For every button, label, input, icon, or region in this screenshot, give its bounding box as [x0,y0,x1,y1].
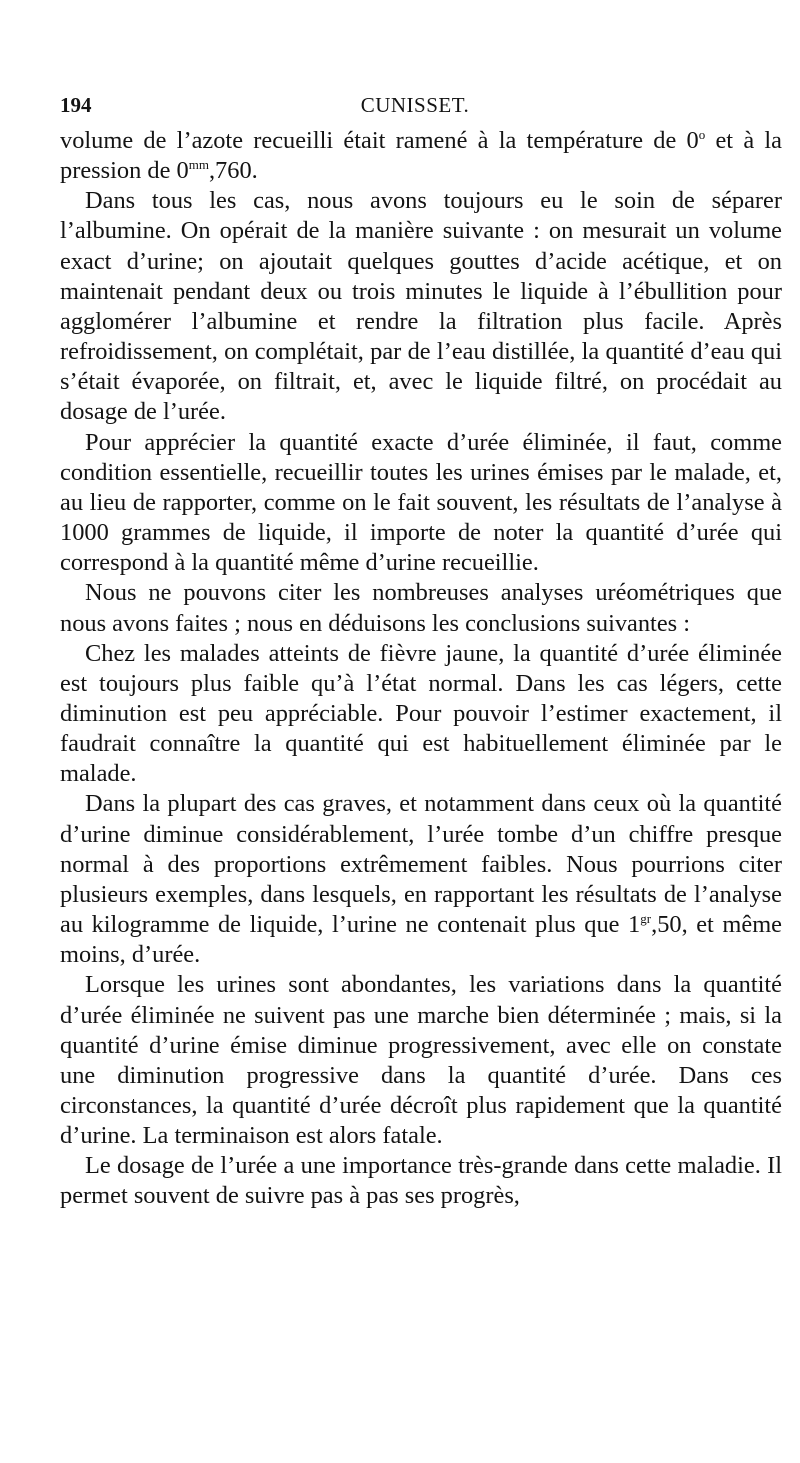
text-run: Dans la plupart des cas graves, et notamment dans ceux où la quantité d’urine diminue considérablement, l’urée tombe d’un chiffre presque normal à des proportions extrêmement faibles. Nous pourrions citer plusieurs exemples, dans lesquels, en rapportant les résultats de l’analyse au kilogramme de liquide, l’urine ne contenait plus que 1 [60,790,782,939]
paragraph-albumin-separation: Dans tous les cas, nous avons toujours eu le soin de séparer l’albumine. On opérait de la manière suivante : on mesurait un volume exact d’urine; on ajoutait quelques gouttes d’acide acétique, et on maintenait pendant deux ou trois minutes le liquide à l’ébullition pour agglomérer l’albumine et rendre la filtration plus facile. Après refroidissement, on complétait, par de l’eau distillée, la quantité d’eau qui s’était évaporée, on filtrait, et, avec le liquide filtré, on procédait au dosage de l’urée. [60,187,782,426]
degree-superscript: o [698,126,706,142]
paragraph-analyses: Nous ne pouvons citer les nombreuses analyses uréométriques que nous avons faites ; nous en déduisons les conclusions suivantes : [60,579,782,637]
text-run: ,760. [208,157,258,185]
page-number: 194 [60,93,92,117]
text-run: ,50, et même moins, d’urée. [60,911,782,969]
unit-superscript: gr [640,910,652,926]
paragraph-abundant-urine: Lorsque les urines sont abondantes, les variations dans la quantité d’urée éliminée ne suivent pas une marche bien déterminée ; mais, si la quantité d’urine émise diminue progressivement, avec elle on constate une diminution progressive dans la quantité d’urée. Dans ces circonstances, la quantité d’urée décroît plus rapidement que la quantité d’urine. La terminaison est alors fatale. [60,971,782,1150]
running-title: CUNISSET. [360,93,470,117]
paragraph-urea-estimation: Pour apprécier la quantité exacte d’urée éliminée, il faut, comme condition essentielle, recueillir toutes les urines émises par le malade, et, au lieu de rapporter, comme on le fait souvent, les résultats de l’analyse à 1000 grammes de liquide, il importe de noter la quantité d’urée qui correspond à la quantité même d’urine recueillie. [60,428,782,577]
paragraph-urea-dosage: Le dosage de l’urée a une importance très-grande dans cette maladie. Il permet souvent de suivre pas à pas ses progrès, [60,1152,782,1210]
paragraph-continuation [60,126,782,186]
paragraph-yellow-fever: Chez les malades atteints de fièvre jaune, la quantité d’urée éliminée est toujours plus faible qu’à l’état normal. Dans les cas légers, cette diminution est peu appréciable. Pour pouvoir l’estimer exactement, il faudrait connaître la quantité qui est habituellement éliminée par le malade. [60,639,782,788]
page-header [60,90,770,120]
body-text [60,126,782,1212]
text-run: volume de l’azote recueilli était ramené à la température de 0 [60,127,699,154]
text-run: et à la pression de 0 [60,127,782,185]
unit-superscript: mm [188,157,209,173]
paragraph-grave-cases [60,789,782,970]
